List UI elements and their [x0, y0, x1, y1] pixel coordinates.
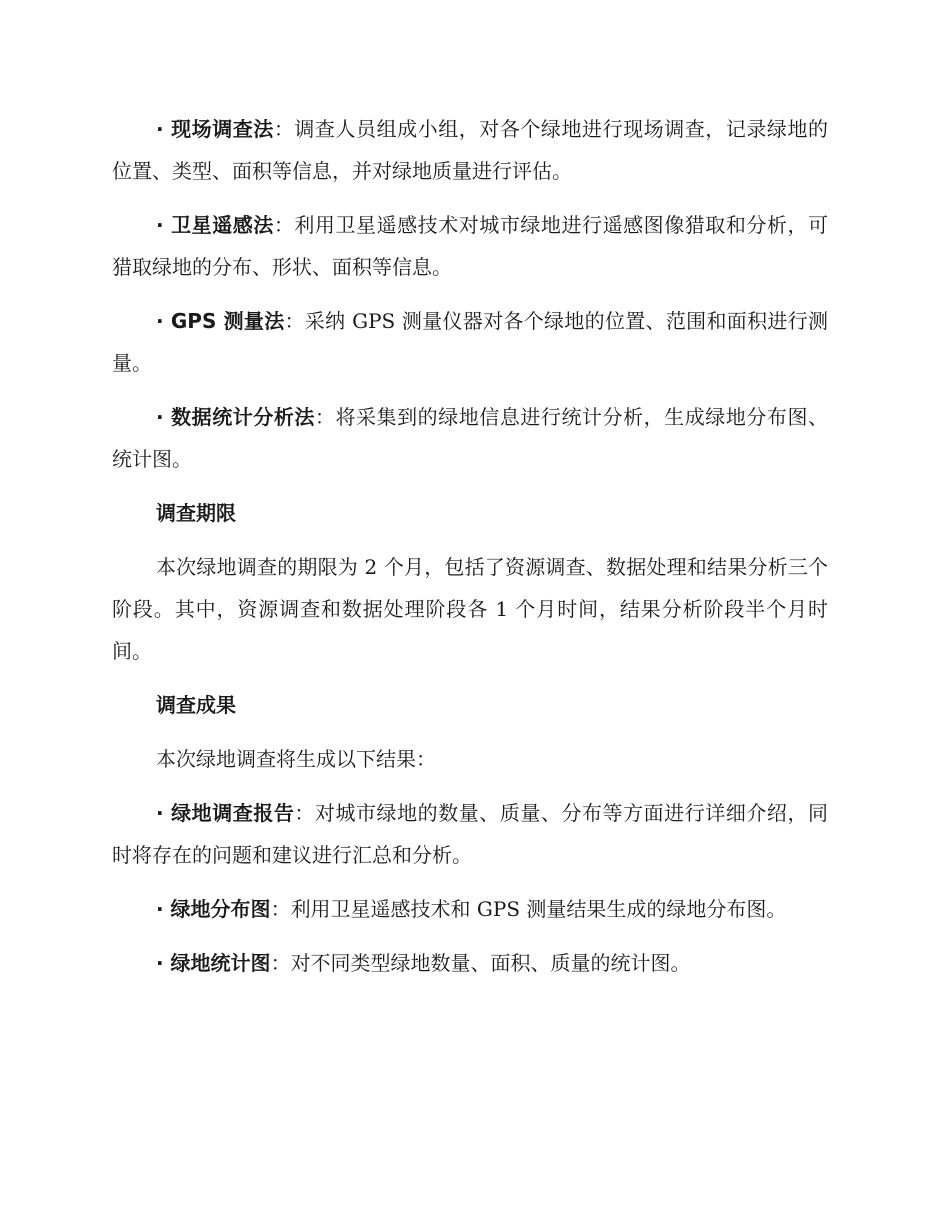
- result-text: 对城市绿地的数量、质量、分布等方面进行详细介绍，同时将存在的问题和建议进行汇总和分析。: [112, 801, 828, 867]
- method-label: · 数据统计分析法: [156, 405, 315, 429]
- method-item-statistics: [112, 396, 828, 480]
- method-item-satellite: [112, 204, 828, 288]
- method-separator: ：: [273, 213, 295, 237]
- result-separator: ：: [270, 951, 291, 975]
- result-label: · 绿地调查报告: [156, 801, 295, 825]
- method-label: · 卫星遥感法: [156, 213, 274, 237]
- method-separator: ：: [314, 405, 336, 429]
- method-item-gps: [112, 300, 828, 384]
- result-item-report: [112, 792, 828, 876]
- method-item-field-survey: [112, 108, 828, 192]
- result-item-statistics-chart: [112, 942, 828, 984]
- method-text: 利用卫星遥感技术对城市绿地进行遥感图像猎取和分析，可猎取绿地的分布、形状、面积等信息。: [112, 213, 829, 279]
- method-separator: ：: [273, 117, 295, 141]
- method-label: · GPS 测量法: [156, 309, 285, 333]
- section-heading-results: 调查成果: [156, 693, 236, 717]
- method-text: 调查人员组成小组，对各个绿地进行现场调查，记录绿地的位置、类型、面积等信息，并对绿地质量进行评估。: [112, 117, 829, 183]
- result-label: · 绿地分布图: [156, 897, 271, 921]
- method-separator: ：: [284, 309, 305, 333]
- result-text: 利用卫星遥感技术和 GPS 测量结果生成的绿地分布图。: [290, 897, 787, 921]
- result-separator: ：: [294, 801, 315, 825]
- method-label: · 现场调查法: [156, 117, 274, 141]
- result-text: 对不同类型绿地数量、面积、质量的统计图。: [290, 951, 691, 975]
- document-page: [112, 108, 828, 984]
- results-intro: 本次绿地调查将生成以下结果：: [156, 747, 436, 771]
- result-item-distribution-map: [112, 888, 828, 930]
- result-separator: ：: [270, 897, 291, 921]
- section-heading-period: 调查期限: [156, 501, 236, 525]
- method-text: 采纳 GPS 测量仪器对各个绿地的位置、范围和面积进行测量。: [112, 309, 828, 375]
- period-text: 本次绿地调查的期限为 2 个月，包括了资源调查、数据处理和结果分析三个阶段。其中，资源调查和数据处理阶段各 1 个月时间，结果分析阶段半个月时间。: [112, 555, 828, 663]
- result-label: · 绿地统计图: [156, 951, 271, 975]
- method-text: 将采集到的绿地信息进行统计分析，生成绿地分布图、统计图。: [112, 405, 829, 471]
